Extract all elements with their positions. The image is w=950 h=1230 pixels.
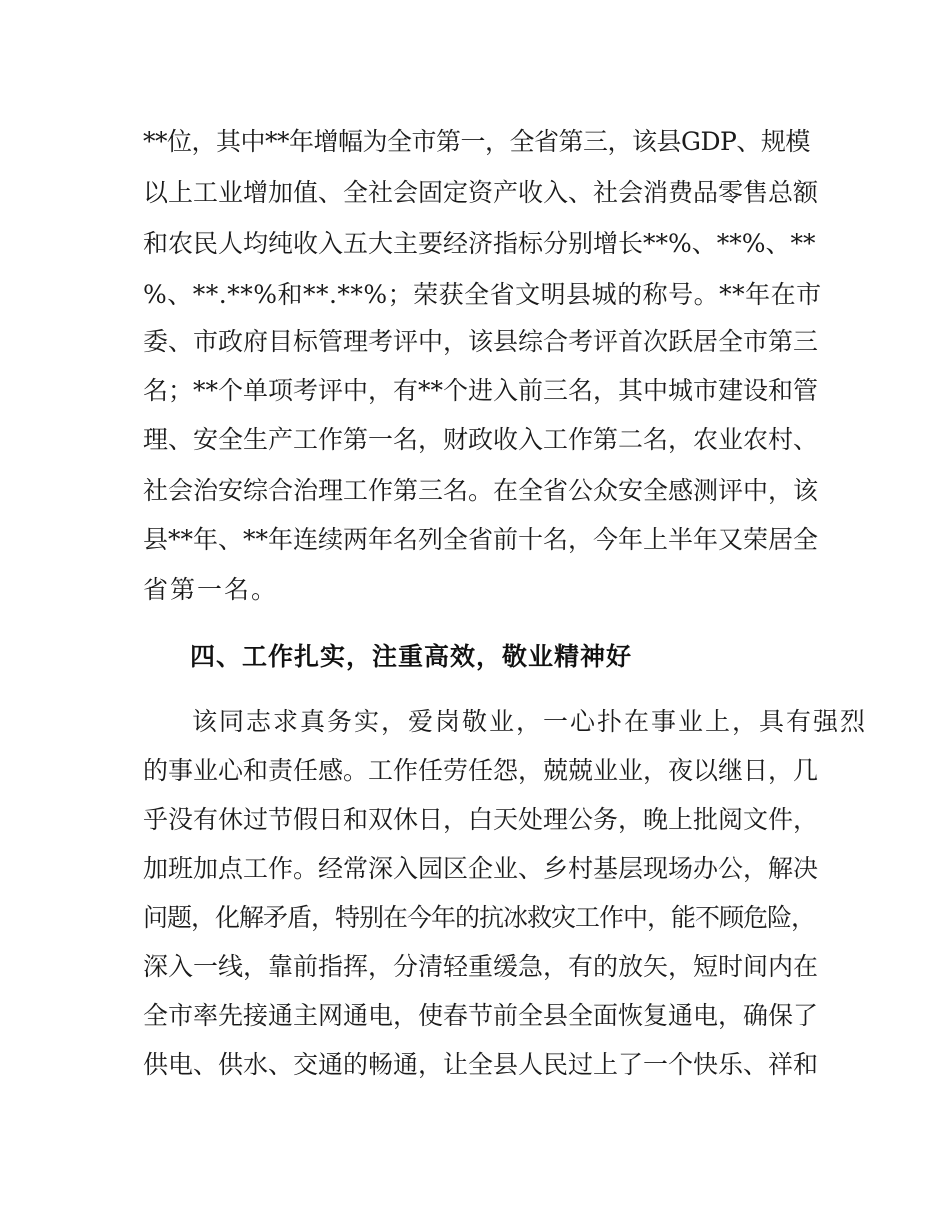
paragraph-line: 问题，化解矛盾，特别在今年的抗冰救灾工作中，能不顾危险，	[143, 903, 816, 932]
paragraph-line: 委、市政府目标管理考评中，该县综合考评首次跃居全市第三	[143, 327, 819, 356]
paragraph-line: **位，其中**年增幅为全市第一，全省第三，该县GDP、规模	[143, 127, 810, 156]
paragraph-line: 深入一线，靠前指挥，分清轻重缓急，有的放矢，短时间内在	[143, 952, 819, 981]
paragraph-line: 县**年、**年连续两年名列全省前十名，今年上半年又荣居全	[143, 525, 819, 554]
paragraph-line: 的事业心和责任感。工作任劳任怨，兢兢业业，夜以继日，几	[143, 756, 819, 785]
paragraph-line: 和农民人均纯收入五大主要经济指标分别增长**%、**%、**	[143, 229, 816, 258]
paragraph-line: 理、安全生产工作第一名，财政收入工作第二名，农业农村、	[143, 425, 819, 454]
paragraph-line: 全市率先接通主网通电，使春节前全县全面恢复通电，确保了	[143, 1001, 819, 1030]
paragraph-line: 社会治安综合治理工作第三名。在全省公众安全感测评中，该	[143, 476, 819, 505]
paragraph-line: 供电、供水、交通的畅通，让全县人民过上了一个快乐、祥和	[143, 1050, 819, 1079]
paragraph-line: 乎没有休过节假日和双休日，白天处理公务，晚上批阅文件，	[143, 805, 819, 834]
paragraph-line: 省第一名。	[143, 575, 279, 604]
section-heading: 四、工作扎实，注重高效，敬业精神好	[190, 642, 633, 671]
paragraph-line: 名；**个单项考评中，有**个进入前三名，其中城市建设和管	[143, 376, 819, 405]
paragraph-line: %、**.**%和**.**%；荣获全省文明县城的称号。**年在市	[143, 280, 822, 309]
paragraph-line: 以上工业增加值、全社会固定资产收入、社会消费品零售总额	[143, 178, 819, 207]
paragraph-line: 该同志求真务实，爱岗敬业，一心扑在事业上，具有强烈	[192, 707, 868, 736]
paragraph-line: 加班加点工作。经常深入园区企业、乡村基层现场办公，解决	[143, 854, 819, 883]
